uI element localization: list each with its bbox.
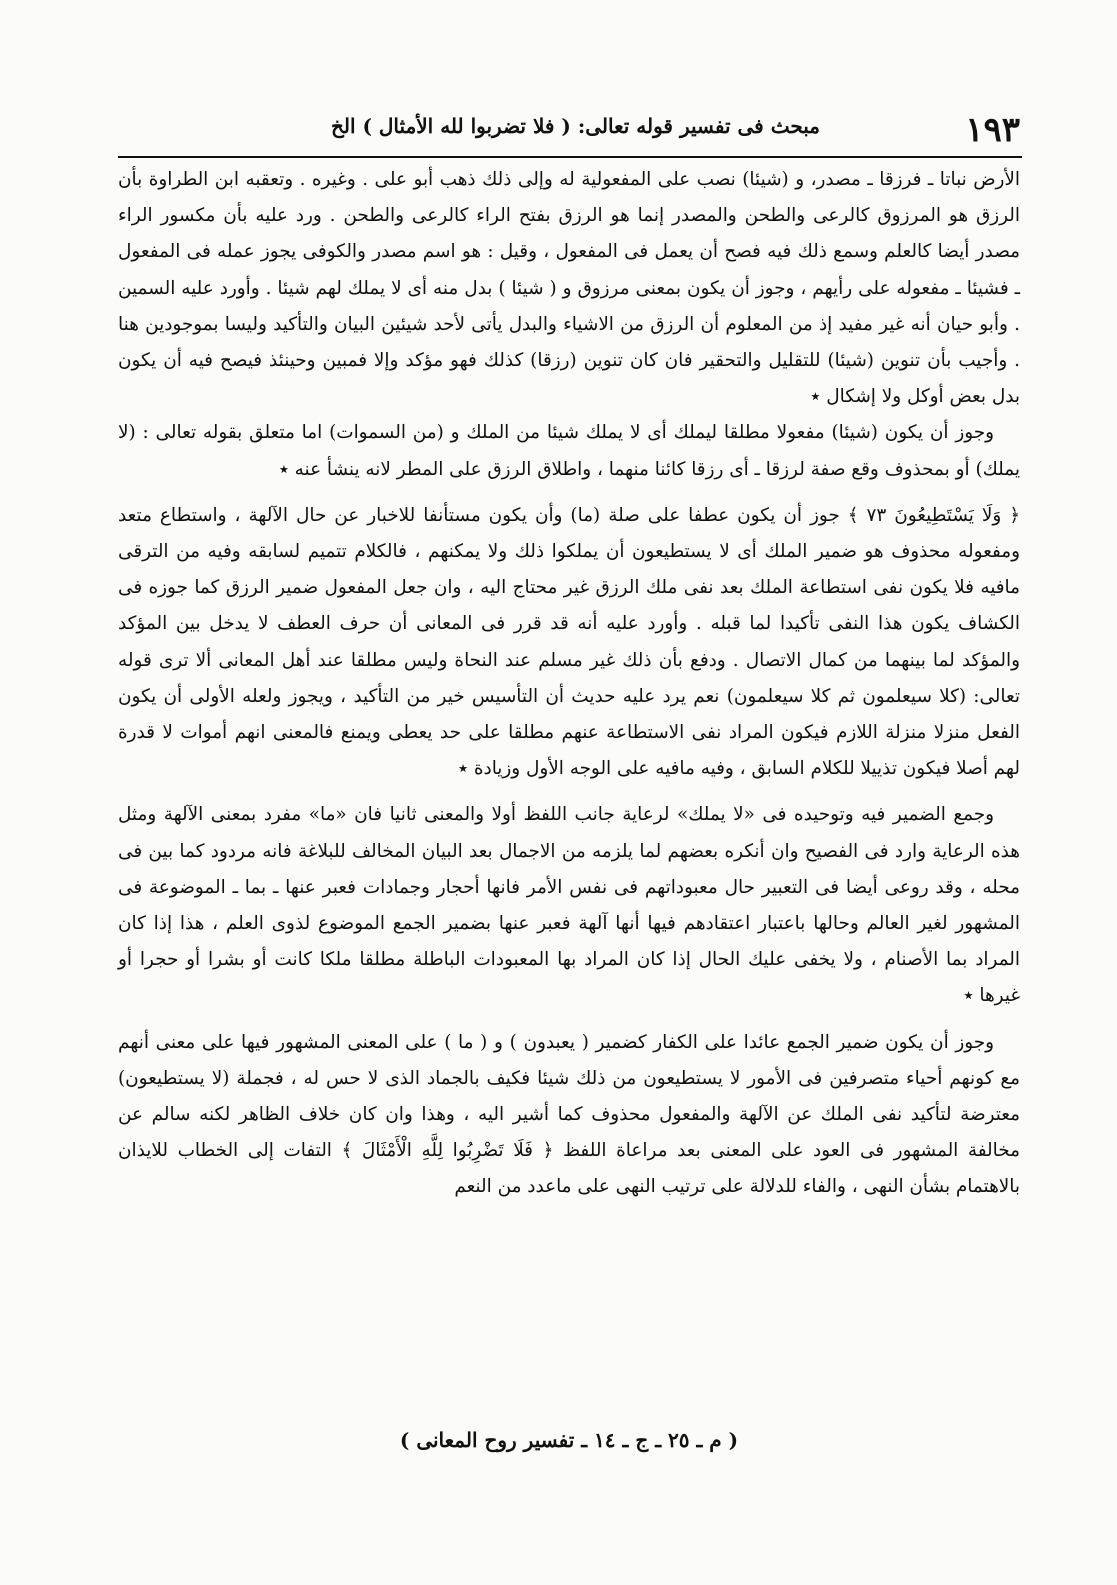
page-number: ١٩٣: [965, 110, 1020, 150]
running-title: مبحث فى تفسير قوله تعالى: ( فلا تضربوا لله الأمثال ) الخ: [330, 114, 820, 138]
paragraph: الأرض نباتا ـ فرزقا ـ مصدر، و (شيئا) نصب على المفعولية له وإلى ذلك ذهب أبو على . وغيره . وتعقبه ابن الطراوة بأن الرزق هو المرزوق كالرعى والطحن والمصدر إنما هو الرزق بفتح الراء كالرعى والطحن . ورد عليه بأن مكسور الراء مصدر أيضا كالعلم وسمع ذلك فيه فصح أن يعمل فى المفعول ، وقيل : هو اسم مصدر والكوفى يجوز عمله فى المفعول ـ فشيئا ـ مفعوله على رأيهم ، وجوز أن يكون بمعنى مرزوق و ( شيئا ) بدل منه أى لا يملك لهم شيئا . وأورد عليه السمين . وأبو حيان أنه غير مفيد إذ من المعلوم أن الرزق من الاشياء والبدل يأتى لأحد شيئين البيان والتأكيد وليسا بموجودين هنا . وأجيب بأن تنوين (شيئا) للتقليل والتحقير فان كان تنوين (رزقا) كذلك فهو مؤكد وإلا فمبين وحينئذ فيصح فيه أن يكون بدل بعض أوكل ولا إشكال ٭: [118, 169, 1020, 408]
page-header: [118, 108, 1020, 152]
paragraph: وجوز أن يكون ضمير الجمع عائدا على الكفار كضمير ( يعبدون ) و ( ما ) على المعنى المشهور فيها على معنى أنهم مع كونهم أحياء متصرفين فى الأمور لا يستطيعون من ذلك شيئا فكيف بالجماد الذى لا حس له ، فجملة (لا يستطيعون) معترضة لتأكيد نفى الملك عن الآلهة والمفعول محذوف كما أشير اليه ، وهذا وان كان خلاف الظاهر لكنه سالم عن مخالفة المشهور فى العود على المعنى بعد مراعاة اللفظ ﴿ فَلَا تَضْرِبُوا لِلَّهِ الْأَمْثَالَ ﴾ التفات إلى الخطاب للايذان بالاهتمام بشأن النهى ، والفاء للدلالة على ترتيب النهى على ماعدد من النعم: [118, 1031, 1020, 1198]
paragraph: وجوز أن يكون (شيئا) مفعولا مطلقا ليملك أى لا يملك شيئا من الملك و (من السموات) اما متعلق بقوله تعالى : (لا يملك) أو بمحذوف وقع صفة لرزقا ـ أى رزقا كائنا منهما ، واطلاق الرزق على المطر لانه ينشأ عنه ٭: [118, 422, 1020, 480]
page-footer-signature: ( م ـ ٢٥ ـ ج ـ ١٤ ـ تفسير روح المعانى ): [399, 1428, 739, 1452]
paragraph: ﴿ وَلَا يَسْتَطِيعُونَ ٧٣ ﴾ جوز أن يكون عطفا على صلة (ما) وأن يكون مستأنفا للاخبار عن حال الآلهة ، واستطاع متعد ومفعوله محذوف هو ضمير الملك أى لا يستطيعون أن يملكوا ذلك ولا يمكنهم ، فالكلام تتميم لسابقه وفيه من الترقى مافيه فلا يكون نفى استطاعة الملك بعد نفى ملك الرزق غير محتاج اليه ، وان جعل المفعول ضمير الرزق كما جوزه فى الكشاف يكون هذا النفى تأكيدا لما قبله . وأورد عليه أنه قد قرر فى المعانى أن حرف العطف لا يدخل بين المؤكد والمؤكد لما بينهما من كمال الاتصال . ودفع بأن ذلك غير مسلم عند النحاة وليس مطلقا عند أهل المعانى ألا ترى قوله تعالى: (كلا سيعلمون ثم كلا سيعلمون) نعم يرد عليه حديث أن التأسيس خير من التأكيد ، ويجوز ولعله الأولى أن يكون الفعل منزلا منزلة اللازم فيكون المراد نفى الاستطاعة عنهم مطلقا على حد يعطى ويمنع فالمعنى انهم أموات لا قدرة لهم أصلا فيكون تذييلا للكلام السابق ، وفيه مافيه على الوجه الأول وزيادة ٭: [118, 504, 1020, 780]
header-rule: [118, 156, 1022, 158]
paragraph: وجمع الضمير فيه وتوحيده فى «لا يملك» لرعاية جانب اللفظ أولا والمعنى ثانيا فان «ما» مفرد بمعنى الآلهة ومثل هذه الرعاية وارد فى الفصيح وان أنكره بعضهم لما يلزمه من الاجمال بعد البيان المخالف للبلاغة فانه مردود كما بين فى محله ، وقد روعى أيضا فى التعبير حال معبوداتهم فى نفس الأمر فانها أحجار وجمادات فعبر عنها ـ بما ـ الموضوعة فى المشهور لغير العالم وحالها باعتبار اعتقادهم فيها أنها آلهة فعبر عنها بضمير الجمع الموضوع لذوى العلم ، هذا إذا كان المراد بما الأصنام ، ولا يخفى عليك الحال إذا كان المراد بها المعبودات الباطلة مطلقا ملكا كانت أو بشرا أو حجرا أو غيرها ٭: [118, 804, 1020, 1007]
main-text: [118, 162, 1020, 1206]
